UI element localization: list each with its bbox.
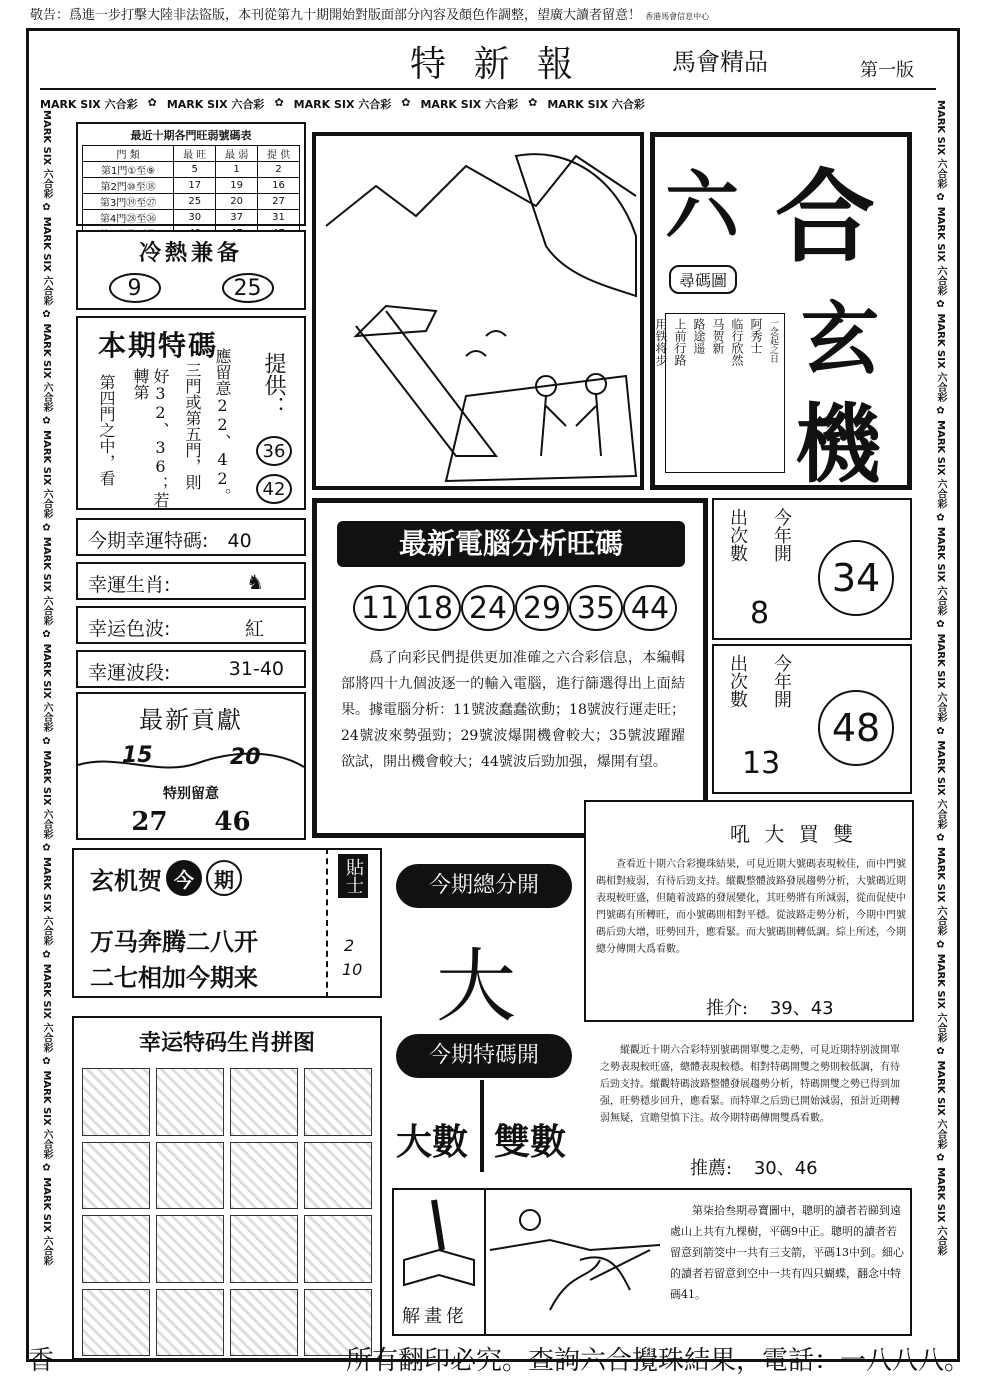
year-stat-label-a: 今年開 xyxy=(771,508,792,562)
big-small-title: 吼 大 買 雙 xyxy=(730,822,858,846)
special-number-1: 36 xyxy=(256,436,292,466)
special-open-analysis xyxy=(590,1030,914,1180)
puzzle-piece xyxy=(82,1068,150,1136)
stats-table-title: 最近十期各門旺弱號碼表 xyxy=(130,129,252,142)
puzzle-piece xyxy=(156,1215,224,1283)
puzzle-piece xyxy=(230,1215,298,1283)
liuhe-poem-line: 路途遥 xyxy=(692,318,706,354)
puzzle-piece xyxy=(156,1142,224,1210)
analysis-number: 24 xyxy=(461,585,515,631)
special-number-2: 42 xyxy=(256,474,292,504)
footer xyxy=(28,1340,971,1380)
footer-text: 所有翻印必究。查詢六合攪珠結果，電話：一八八八。 xyxy=(346,1346,971,1376)
horse-icon: ♞ xyxy=(246,570,264,594)
liuhe-panel xyxy=(650,132,912,495)
footer-left: 香 xyxy=(28,1346,55,1376)
big-small-text: 查看近十期六合彩攪珠結果，可見近期大號碼表現較佳，而中門號碼相對疲弱，有待后勁支持。縱觀整體波路發展趨勢分析，大號碼近期表現較旺盛，但隨着波路的發展變化，其旺勢將有所減弱，從而促使中門號碼有所轉旺，而小號碼則相對平穩。從波路走勢分析，今期中門號碼后勁大增，旺勢回升，應看緊。而大號碼則轉低調。綜上所述，今期總分傳開大爲看數。 xyxy=(596,859,906,955)
riddle-title-a: 今 xyxy=(166,860,202,896)
cartoon-box xyxy=(392,1188,912,1336)
puzzle-piece xyxy=(82,1215,150,1283)
stats-header-row: 門 類 最 旺 最 弱 提 供 xyxy=(83,146,300,162)
tip-number-1: 2 xyxy=(344,936,355,955)
contribution-title: 最新貢獻 xyxy=(139,706,243,734)
liuhe-poem-line: 阿秀士 xyxy=(749,318,763,354)
total-split-box xyxy=(392,846,580,1033)
riddle-title-b: 期 xyxy=(206,860,242,896)
year-stat-number: 48 xyxy=(818,690,894,766)
cartoon-label: 解畫佬 xyxy=(402,1306,468,1327)
lucky-band-label: 幸運波段: xyxy=(88,662,171,684)
wave-decoration xyxy=(78,743,304,783)
masthead-subtitle: 馬會精品 xyxy=(672,48,768,76)
puzzle-piece xyxy=(304,1215,372,1283)
cold-number: 25 xyxy=(222,273,274,303)
riddle-line-1: 万马奔腾二八开 xyxy=(90,927,258,956)
special-open-label: 今期特碼開 xyxy=(396,1034,572,1078)
total-split-result: 大 xyxy=(436,940,516,1033)
lucky-band-value: 31-40 xyxy=(228,658,284,680)
brand-strip-top: MARK SIX 六合彩 ✿ MARK SIX 六合彩 ✿ MARK SIX 六合彩 ✿ MARK SIX 六合彩 ✿ MARK SIX 六合彩 xyxy=(40,96,645,111)
puzzle-piece xyxy=(304,1142,372,1210)
lucky-color-row xyxy=(76,606,306,644)
riddle-line-2: 二七相加今期来 xyxy=(90,963,258,992)
puzzle-piece xyxy=(82,1142,150,1210)
contribution-top-2: 20 xyxy=(230,745,261,770)
analysis-number: 44 xyxy=(623,585,677,631)
year-stat-1 xyxy=(712,498,912,640)
liuhe-title-1: 六 xyxy=(665,163,739,249)
liuhe-title-3: 玄 xyxy=(801,294,880,385)
masthead-title: 特 新 報 xyxy=(410,44,581,85)
big-small-box xyxy=(584,800,914,1022)
liuhe-title-2: 合 xyxy=(775,158,875,276)
special-code-box xyxy=(76,316,306,510)
archer-cartoon xyxy=(490,1190,660,1334)
liuhe-scroll xyxy=(654,313,785,473)
analysis-number: 35 xyxy=(569,585,623,631)
table-row: 第1門①至⑨ 5 1 2 xyxy=(83,162,300,178)
scene-illustration xyxy=(312,132,644,490)
notice-text: 敬告：爲進一步打擊大陸非法盜版，本刊從第九十期開始對版面部分內容及顏色作調整，望廣大讀者留意！ xyxy=(30,8,642,23)
special-code-col2: 好32、36；若轉第 xyxy=(131,368,170,508)
puzzle-piece xyxy=(230,1068,298,1136)
contribution-bottom-2: 46 xyxy=(214,807,251,837)
analysis-number: 18 xyxy=(407,585,461,631)
landscape-drawing xyxy=(316,136,640,486)
year-stat-count: 13 xyxy=(742,746,781,781)
lucky-special-label: 今期幸運特碼: xyxy=(88,530,209,552)
cartoon-icon-panel xyxy=(394,1190,486,1334)
tip-label: 貼士 xyxy=(338,854,368,898)
special-open-result-a: 大數 xyxy=(396,1122,469,1163)
analysis-number: 29 xyxy=(515,585,569,631)
special-code-provide: 提供： xyxy=(261,352,286,418)
analysis-numbers xyxy=(353,585,677,631)
special-open-result-b: 雙數 xyxy=(494,1122,567,1163)
analysis-number: 11 xyxy=(353,585,407,631)
table-row: 第4門㉘至㊱ 30 37 31 xyxy=(83,210,300,226)
puzzle-box xyxy=(72,1016,382,1360)
big-small-recommend-value: 39、43 xyxy=(769,998,834,1019)
liuhe-seek-label: 尋碼圖 xyxy=(669,265,737,294)
liuhe-poem-line: 上前行路 xyxy=(673,318,687,366)
special-open-recommend-value: 30、46 xyxy=(753,1158,818,1179)
stats-table xyxy=(82,145,300,242)
cartoon-text: 第柒拾叁期尋寶圖中，聰明的讀者若睇到遠處山上共有九棵樹，平碼9中正。聰明的讀者若留意到箭筊中一共有三支箭，平碼13中到。細心的讀者若留意到空中一共有四只蝴蝶，翻念中特碼41。 xyxy=(670,1204,904,1301)
lucky-color-label: 幸运色波: xyxy=(88,618,171,640)
year-stat-number: 34 xyxy=(818,540,894,616)
special-code-col3: 三門或第五門，則 xyxy=(183,362,202,490)
pen-book-icon xyxy=(394,1190,484,1290)
year-stat-2 xyxy=(712,644,912,794)
puzzle-grid xyxy=(82,1068,372,1356)
year-stat-label-a: 今年開 xyxy=(771,654,792,708)
special-open-divider xyxy=(480,1080,484,1172)
liuhe-poem-line: 用铁将步 xyxy=(654,318,668,366)
special-open-text: 縱觀近十期六合彩特别號碼開單雙之走勢，可見近期特别波開單之勢表現較旺盛，總體表現較穩。相對特碼開雙之勢則較低調，有待后勁支持。縱觀特碼波路整體發展趨勢分析，特碼開雙之勢已得到加强，旺勢穩步回升，應看緊。而特單之后勁已開始減弱，預計近期轉弱無疑，宜瞻望慎下注。故今期特碼傳開雙爲看數。 xyxy=(600,1045,900,1124)
puzzle-piece xyxy=(156,1068,224,1136)
total-split-label: 今期總分開 xyxy=(396,864,572,908)
notice-source: 香港馬會信息中心 xyxy=(645,12,710,21)
liuhe-poem-line: 马贺新 xyxy=(711,318,725,354)
notice-bar xyxy=(30,4,960,26)
masthead-rule xyxy=(40,88,936,90)
riddle-title-prefix: 玄机贺 xyxy=(90,865,162,895)
special-code-col1: 第四門之中，看 xyxy=(97,374,116,486)
special-code-title: 本期特碼 xyxy=(98,329,219,362)
lucky-zodiac-row xyxy=(76,562,306,600)
lucky-band-row xyxy=(76,650,306,688)
analysis-box xyxy=(312,498,708,838)
puzzle-title: 幸运特码生肖拼图 xyxy=(138,1030,315,1056)
hot-number: 9 xyxy=(109,273,161,303)
puzzle-piece xyxy=(230,1142,298,1210)
hot-cold-box xyxy=(76,230,306,310)
analysis-text: 爲了向彩民們提供更加准確之六合彩信息，本編輯部將四十九個波逐一的輸入電腦，進行篩選得出上面結果。據電腦分析：11號波蠢蠢欲動；18號波行運走旺；24號波來勢强勁；29號波爆開機會較大；35號波躍躍欲試，開出機會較大；44號波后勁加强，爆開有望。 xyxy=(341,650,685,770)
lucky-special-row xyxy=(76,518,306,556)
big-small-recommend-label: 推介: xyxy=(706,998,749,1019)
contribution-note: 特别留意 xyxy=(163,786,219,802)
special-code-col4: 應留意22、42。 xyxy=(213,348,232,504)
contribution-box xyxy=(76,692,306,840)
table-row: 第3門⑲至㉗ 25 20 27 xyxy=(83,194,300,210)
lucky-color-value: 紅 xyxy=(244,618,264,640)
special-open-box xyxy=(392,1026,582,1176)
special-open-recommend-label: 推薦: xyxy=(690,1158,733,1179)
tip-number-2: 10 xyxy=(342,960,363,979)
liuhe-title-4: 機 xyxy=(795,394,881,495)
hot-cold-title: 冷熱兼备 xyxy=(138,240,243,266)
tip-column xyxy=(326,848,382,998)
lucky-zodiac-label: 幸運生肖: xyxy=(88,574,171,596)
brand-strip-left: MARK SIX 六合彩 ✿ MARK SIX 六合彩 ✿ MARK SIX 六合彩 ✿ MARK SIX 六合彩 ✿ MARK SIX 六合彩 ✿ MARK SIX 六合彩 ✿ MARK SIX 六合彩 ✿ MARK SIX 六合彩 ✿ MARK SIX 六合彩 ✿ MARK SIX 六合彩 ✿ MARK SIX 六合彩 xyxy=(41,110,52,1266)
puzzle-piece xyxy=(304,1068,372,1136)
masthead-edition: 第一版 xyxy=(860,60,914,81)
liuhe-poem-tag: 一念起之日 xyxy=(768,318,778,363)
contribution-bottom-1: 27 xyxy=(131,807,168,837)
masthead xyxy=(400,34,940,84)
analysis-title: 最新電腦分析旺碼 xyxy=(337,521,685,567)
lucky-special-value: 40 xyxy=(227,530,252,552)
contribution-top-1: 15 xyxy=(122,743,153,768)
brand-strip-right: MARK SIX 六合彩 ✿ MARK SIX 六合彩 ✿ MARK SIX 六合彩 ✿ MARK SIX 六合彩 ✿ MARK SIX 六合彩 ✿ MARK SIX 六合彩 ✿ MARK SIX 六合彩 ✿ MARK SIX 六合彩 ✿ MARK SIX 六合彩 ✿ MARK SIX 六合彩 ✿ MARK SIX 六合彩 xyxy=(935,100,946,1256)
table-row: 第2門⑩至⑱ 17 19 16 xyxy=(83,178,300,194)
stats-table-box xyxy=(76,122,306,226)
year-stat-label-b: 出次數 xyxy=(727,654,748,708)
year-stat-label-b: 出次數 xyxy=(727,508,748,562)
year-stat-count: 8 xyxy=(750,596,770,631)
liuhe-poem-line: 临行欣然 xyxy=(730,318,744,366)
